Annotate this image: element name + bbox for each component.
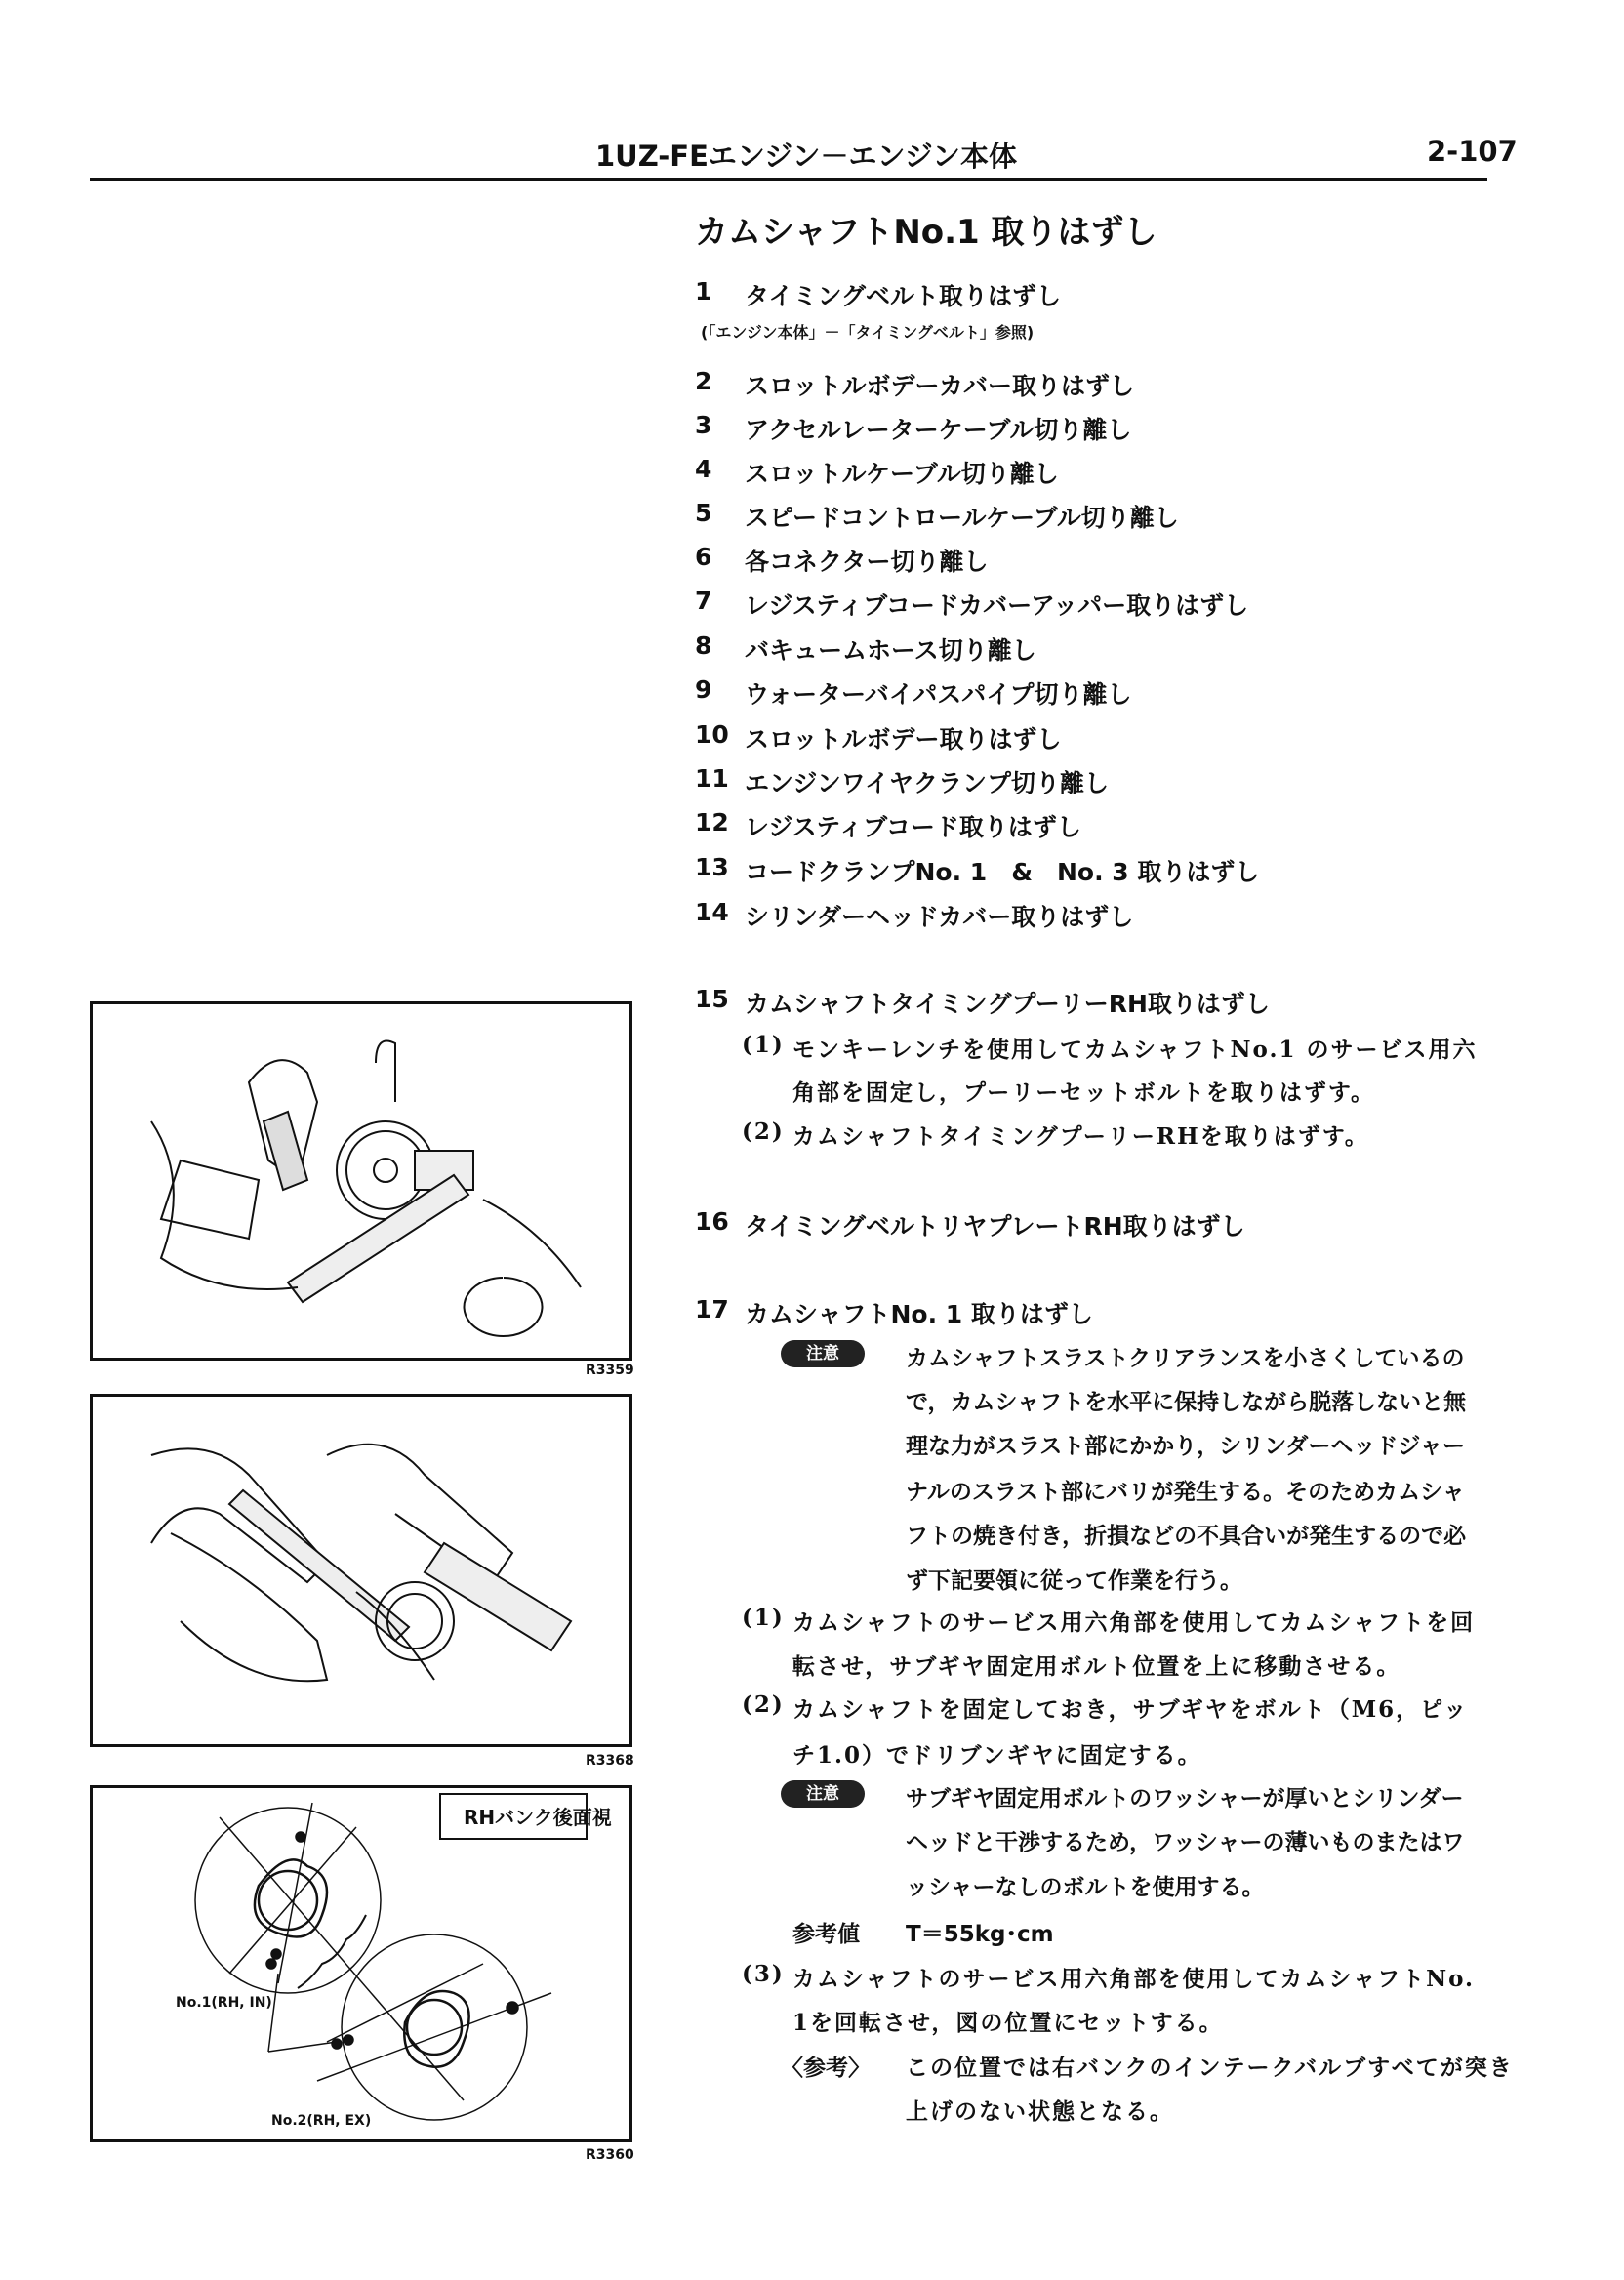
step-text: バキュームホース切り離し (745, 636, 1036, 665)
step-text: アクセルレーターケーブル切り離し (745, 416, 1132, 444)
step-number: 6 (695, 543, 712, 571)
substep-text: 1を回転させ，図の位置にセットする。 (792, 2010, 1224, 2036)
step-number: 4 (695, 455, 712, 483)
caution-text: ず下記要領に従って作業を行う。 (906, 1568, 1242, 1594)
figure-wrench-pulley (90, 1001, 632, 1361)
step-number: 15 (695, 985, 729, 1013)
step-number: 14 (695, 898, 729, 926)
step-number: 10 (695, 720, 729, 749)
step-note: (「エンジン本体」－「タイミングベルト」参照) (701, 323, 1035, 342)
figure-id: R3359 (586, 1363, 634, 1378)
substep-text: カムシャフトのサービス用六角部を使用してカムシャフトNo. (792, 1966, 1476, 1992)
substep-text: カムシャフトのサービス用六角部を使用してカムシャフトを回 (792, 1609, 1476, 1636)
step-number: 16 (695, 1207, 729, 1236)
figure-caption: RHバンク後面視 (464, 1806, 612, 1829)
step-text: タイミングベルトリヤプレートRH取りはずし (745, 1212, 1245, 1241)
step-text: ウォーターバイパスパイプ切り離し (745, 680, 1132, 709)
reference-value-label: 参考値 (792, 1922, 860, 1947)
step-text: スロットルボデー取りはずし (745, 725, 1062, 753)
step-number: 11 (695, 764, 729, 793)
substep-number: (1) (742, 1605, 785, 1631)
substep-text: チ1.0）でドリブンギヤに固定する。 (792, 1742, 1202, 1769)
figure-id: R3368 (586, 1753, 634, 1769)
substep-text: カムシャフトを固定しておき，サブギヤをボルト（M6，ピッ (792, 1696, 1469, 1723)
caution-text: サブギヤ固定用ボルトのワッシャーが厚いとシリンダー (906, 1786, 1464, 1812)
step-text: スロットルボデーカバー取りはずし (745, 372, 1135, 400)
step-number: 7 (695, 587, 712, 615)
figure-camshaft-position (90, 1785, 632, 2142)
step-number: 8 (695, 631, 712, 660)
substep-number: (2) (742, 1691, 785, 1718)
step-text: 各コネクター切り離し (745, 548, 989, 576)
cam-label-exhaust: No.2(RH, EX) (271, 2113, 372, 2129)
step-text: スロットルケーブル切り離し (745, 460, 1059, 488)
step-text: スピードコントロールケーブル切り離し (745, 504, 1179, 532)
step-number: 9 (695, 675, 712, 704)
reference-text: 上げのない状態となる。 (906, 2098, 1174, 2125)
reference-value: T＝55kg･cm (906, 1922, 1054, 1947)
caution-text: で，カムシャフトを水平に保持しながら脱落しないと無 (906, 1390, 1467, 1415)
caution-text: 理な力がスラスト部にかかり，シリンダーヘッドジャー (906, 1434, 1465, 1459)
reference-text: この位置では右バンクのインテークバルブすべてが突き (906, 2055, 1514, 2081)
step-text: カムシャフトタイミングプーリーRH取りはずし (745, 990, 1270, 1018)
substep-text: モンキーレンチを使用してカムシャフトNo.1 のサービス用六 (792, 1037, 1478, 1063)
substep-text: カムシャフトタイミングプーリーRHを取りはずす。 (792, 1123, 1369, 1150)
step-text: タイミングベルト取りはずし (745, 282, 1062, 310)
substep-text: 角部を固定し，プーリーセットボルトを取りはずす。 (792, 1079, 1376, 1106)
caution-text: ヘッドと干渉するため，ワッシャーの薄いものまたはワ (906, 1830, 1465, 1855)
reference-label: 〈参考〉 (781, 2056, 871, 2081)
step-number: 5 (695, 499, 712, 527)
substep-number: (2) (742, 1119, 785, 1145)
step-number: 17 (695, 1295, 729, 1323)
figure-id: R3360 (586, 2147, 634, 2163)
section-header: 1UZ-FEエンジン－エンジン本体 (595, 140, 1018, 173)
caution-text: フトの焼き付き，折損などの不具合いが発生するので必 (906, 1524, 1467, 1549)
substep-number: (3) (742, 1961, 785, 1987)
camshaft-gear-diagram (93, 1788, 629, 2139)
caution-badge: 注意 (781, 1780, 865, 1808)
page-number: 2-107 (1427, 135, 1518, 168)
page-title: カムシャフトNo.1 取りはずし (695, 213, 1157, 252)
step-text: コードクランプNo. 1 & No. 3 取りはずし (745, 858, 1260, 886)
caution-text: ッシャーなしのボルトを使用する。 (906, 1875, 1265, 1900)
caution-text: ナルのスラスト部にバリが発生する。そのためカムシャ (906, 1480, 1465, 1505)
step-number: 12 (695, 808, 729, 836)
caution-badge: 注意 (781, 1340, 865, 1367)
step-number: 3 (695, 411, 712, 439)
figure-wrench-camshaft (90, 1394, 632, 1747)
step-number: 2 (695, 367, 712, 395)
substep-number: (1) (742, 1032, 785, 1058)
step-text: シリンダーヘッドカバー取りはずし (745, 903, 1134, 931)
step-text: エンジンワイヤクランプ切り離し (745, 769, 1110, 797)
step-number: 1 (695, 277, 712, 305)
step-text: レジスティブコードカバーアッパー取りはずし (745, 591, 1249, 620)
wrench-camshaft-illustration (93, 1397, 629, 1744)
step-text: カムシャフトNo. 1 取りはずし (745, 1300, 1093, 1328)
caution-text: カムシャフトスラストクリアランスを小さくしているの (906, 1346, 1465, 1371)
step-number: 13 (695, 853, 729, 881)
substep-text: 転させ，サブギヤ固定用ボルト位置を上に移動させる。 (792, 1653, 1401, 1680)
wrench-pulley-illustration (93, 1004, 629, 1358)
cam-label-intake: No.1(RH, IN) (176, 1995, 272, 2011)
step-text: レジスティブコード取りはずし (745, 813, 1081, 841)
header-rule (90, 178, 1487, 181)
